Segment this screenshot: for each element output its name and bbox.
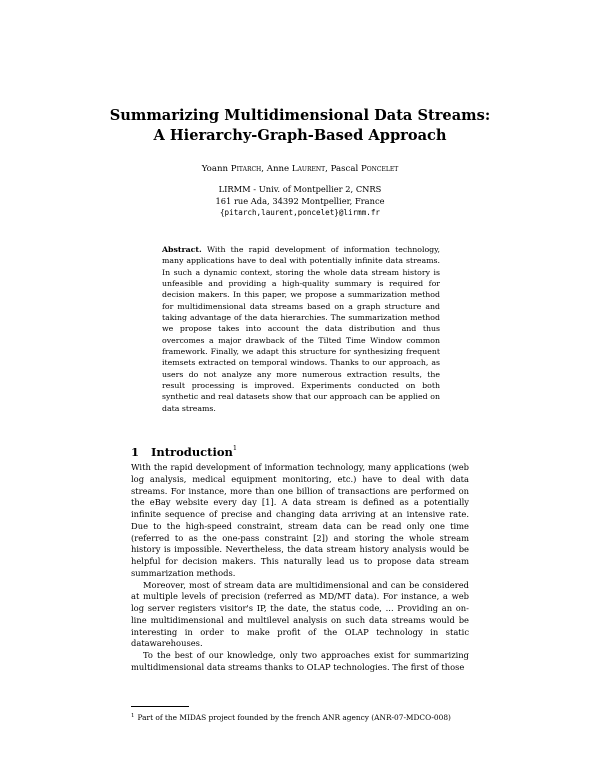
affiliation-institution: LIRMM - Univ. of Montpellier 2, CNRS bbox=[218, 184, 382, 194]
paper-title bbox=[100, 106, 500, 146]
author-first-name: Yoann bbox=[201, 164, 229, 174]
title-line-1: Summarizing Multidimensional Data Streams: bbox=[109, 107, 491, 124]
paragraph: Moreover, most of stream data are multidimensional and can be considered at multiple levels of precision (referred as MD/MT data). For instance, a web log server registers visitor's IP, the date, the status code, ... Providing an on-line multidimensional and multilevel analysis on such data streams would be interesting in order to make profit of the OLAP technology in static datawarehouses. bbox=[131, 579, 469, 649]
abstract-label: Abstract. bbox=[162, 245, 202, 254]
author-last-name: Pitarch bbox=[230, 164, 262, 174]
section-title: Introduction bbox=[151, 445, 233, 459]
section-body bbox=[131, 462, 469, 674]
section-number: 1 bbox=[131, 445, 140, 459]
abstract-text: With the rapid development of information technology, many applications have to deal with potentially infinite data streams. In such a dynamic context, storing the whole data stream history is unfeasible and providing a high-quality summary is required for decision makers. In this paper, we propose a summarization method for multidimensional data streams based on a graph structure and taking advantage of the data hierarchies. The summarization method we propose takes into account the data distribution and thus overcomes a major drawback of the Tilted Time Window common framework. Finally, we adapt this structure for synthesizing frequent itemsets extracted on temporal windows. Thanks to our approach, as users do not analyze any more numerous extraction results, the result processing is improved. Experiments conducted on both synthetic and real datasets show that our approach can be applied on data streams. bbox=[162, 245, 440, 413]
affiliation-address: 161 rue Ada, 34392 Montpellier, France bbox=[215, 196, 385, 206]
author-last-name: Poncelet bbox=[360, 164, 399, 174]
author-list: Yoann Pitarch, Anne Laurent, Pascal Poncelet bbox=[201, 164, 399, 174]
paragraph: With the rapid development of information technology, many applications (web log analysis, medical equipment monitoring, etc.) have to deal with data streams. For instance, more than one billion of transactions are performed on the eBay website every day [1]. A data stream is defined as a potentially infinite sequence of precise and changing data arriving at an intensive rate. Due to the high-speed constraint, stream data can be read only one time (referred to as the one-pass constraint [2]) and storing the whole stream history is impossible. Nevertheless, the data stream history analysis would be helpful for decision makers. This naturally lead us to propose data stream summarization methods. bbox=[131, 462, 469, 578]
footnote-reference: 1 bbox=[232, 444, 238, 452]
author-first-name: Anne bbox=[266, 164, 290, 174]
affiliation-emails: {pitarch,laurent,poncelet}@lirmm.fr bbox=[219, 208, 380, 217]
author-first-name: Pascal bbox=[330, 164, 359, 174]
title-line-2: A Hierarchy-Graph-Based Approach bbox=[153, 127, 447, 144]
abstract bbox=[162, 244, 440, 414]
footnote-rule bbox=[131, 706, 189, 707]
footnote bbox=[131, 711, 469, 724]
footnote-mark: 1 bbox=[131, 713, 135, 719]
affiliation bbox=[100, 183, 500, 219]
author-last-name: Laurent bbox=[291, 164, 326, 174]
footnote-text: Part of the MIDAS project founded by the french ANR agency (ANR-07-MDCO-008) bbox=[137, 713, 451, 722]
section-heading bbox=[131, 440, 237, 460]
paragraph: To the best of our knowledge, only two approaches exist for summarizing multidimensional data streams thanks to OLAP technologies. The first of those bbox=[131, 650, 469, 672]
